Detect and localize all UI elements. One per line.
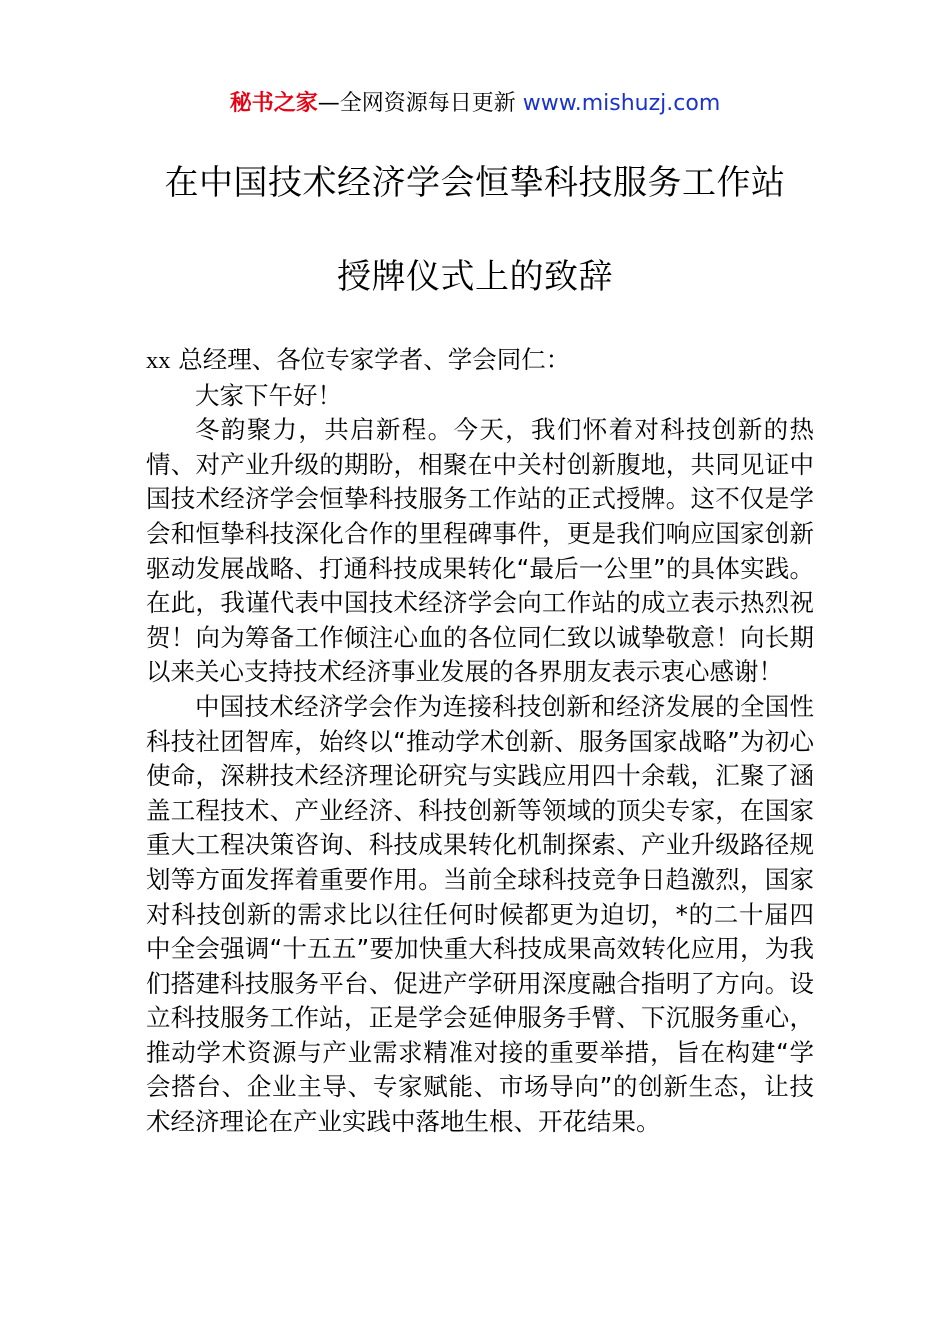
salutation <box>146 343 814 379</box>
paragraph-1: 冬韵聚力，共启新程。今天，我们怀着对科技创新的热情、对产业升级的期盼，相聚在中关村创新腹地，共同见证中国技术经济学会恒挚科技服务工作站的正式授牌。这不仅是学会和恒挚科技深化合作的里程碑事件，更是我们响应国家创新驱动发展战略、打通科技成果转化“最后一公里”的具体实践。在此，我谨代表中国技术经济学会向工作站的成立表示热烈祝贺！向为筹备工作倾注心血的各位同仁致以诚挚敬意！向长期以来关心支持技术经济事业发展的各界朋友表示衷心感谢！ <box>146 415 814 687</box>
site-brand-name: 秘书之家 <box>229 91 318 116</box>
document-title-line-2: 授牌仪式上的致辞 <box>337 257 613 297</box>
salutation-text: 总经理、各位专家学者、学会同仁： <box>170 345 571 374</box>
salutation-prefix: xx <box>146 347 171 374</box>
site-url-link[interactable]: www.mishuzj.com <box>522 91 721 116</box>
site-header-banner <box>0 88 950 120</box>
document-body <box>146 343 814 1140</box>
greeting: 大家下午好！ <box>195 380 342 410</box>
paragraph-2: 中国技术经济学会作为连接科技创新和经济发展的全国性科技社团智库，始终以“推动学术创新、服务国家战略”为初心使命，深耕技术经济理论研究与实践应用四十余载，汇聚了涵盖工程技术、产业经济、科技创新等领域的顶尖专家，在国家重大工程决策咨询、科技成果转化机制探索、产业升级路径规划等方面发挥着重要作用。当前全球科技竞争日趋激烈，国家对科技创新的需求比以往任何时候都更为迫切，*的二十届四中全会强调“十五五”要加快重大科技成果高效转化应用，为我们搭建科技服务平台、促进产学研用深度融合指明了方向。设立科技服务工作站，正是学会延伸服务手臂、下沉服务重心，推动学术资源与产业需求精准对接的重要举措，旨在构建“学会搭台、企业主导、专家赋能、市场导向”的创新生态，让技术经济理论在产业实践中落地生根、开花结果。 <box>146 691 814 1137</box>
site-slogan: —全网资源每日更新 <box>317 91 516 116</box>
document-title-line-1: 在中国技术经济学会恒挚科技服务工作站 <box>164 163 786 203</box>
